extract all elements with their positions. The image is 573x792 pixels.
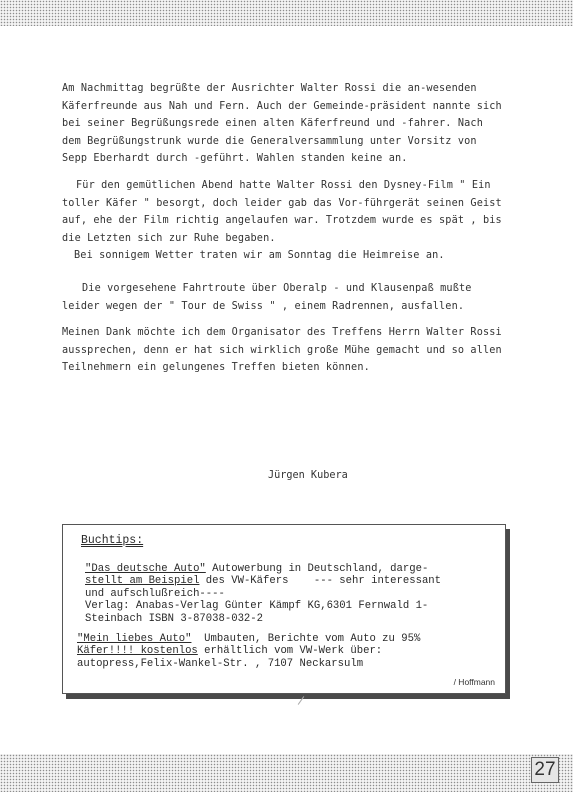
book-title: "Mein liebes Auto" — [77, 633, 192, 645]
book-publisher: Verlag: Anabas-Verlag Günter Kämpf KG,6301 Fernwald 1- — [85, 600, 429, 613]
book-entry-mein-liebes-auto — [77, 633, 492, 670]
paragraph-route: Die vorgesehene Fahrtroute über Oberalp - und Klausenpaß mußte leider wegen der " Tour de Swiss " , einem Radrennen, ausfallen. — [62, 282, 472, 312]
book-title: "Das deutsche Auto" — [85, 563, 206, 575]
page-number: 27 — [531, 757, 559, 783]
book-isbn: Steinbach ISBN 3-87038-032-2 — [85, 612, 264, 625]
book-desc-underlined: stellt am Beispiel — [85, 575, 200, 588]
paragraph-thanks: Meinen Dank möchte ich dem Organisator des Treffens Herrn Walter Rossi aussprechen, denn er hat sich wirklich große Mühe gemacht und so allen Teilnehmern ein gelungenes Treffen bieten können. — [62, 327, 502, 374]
book-desc-underlined: Käfer!!!! kostenlos — [77, 645, 198, 658]
book-address: autopress,Felix-Wankel-Str. , 7107 Neckarsulm — [77, 657, 364, 670]
stray-mark — [298, 696, 305, 705]
book-desc: und aufschlußreich---- — [85, 587, 225, 600]
article-body — [62, 80, 502, 377]
paragraph-greeting: Am Nachmittag begrüßte der Ausrichter Walter Rossi die an-wesenden Käferfreunde aus Nah und Fern. Auch der Gemeinde-präsident nannte sich bei seiner Begrüßungsrede einen alten Käferfreund und -fahrer. Nach dem Begrüßungstrunk wurde die Generalversammlung unter Vorsitz von Sepp Eberhardt durch -geführt. Wahlen standen keine an. — [62, 83, 502, 165]
halftone-bottom-band — [0, 754, 573, 792]
paragraph-evening: Für den gemütlichen Abend hatte Walter Rossi den Dysney-Film " Ein toller Käfer " besorgt, doch leider gab das Vor-führgerät seinen Geist auf, ehe der Film richtig angelaufen war. Trotzdem wurde es spät , bis die Letzten sich zur Ruhe begaben. — [62, 179, 502, 244]
book-desc: des VW-Käfers --- sehr interessant — [199, 575, 442, 588]
halftone-top-band — [0, 0, 573, 26]
author-signature: Jürgen Kubera — [268, 470, 348, 481]
buchtips-box — [62, 524, 506, 694]
illustrator-credit: / Hoffmann — [453, 676, 495, 687]
paragraph-return: Bei sonnigem Wetter traten wir am Sonntag die Heimreise an. — [74, 250, 445, 262]
book-desc: Umbauten, Berichte vom Auto zu 95% — [191, 633, 421, 645]
book-desc: Autowerbung in Deutschland, darge- — [205, 563, 429, 575]
book-entry-das-deutsche-auto — [85, 563, 500, 625]
book-desc: erhältlich vom VW-Werk über: — [197, 645, 383, 658]
buchtips-title: Buchtips: — [81, 534, 144, 547]
